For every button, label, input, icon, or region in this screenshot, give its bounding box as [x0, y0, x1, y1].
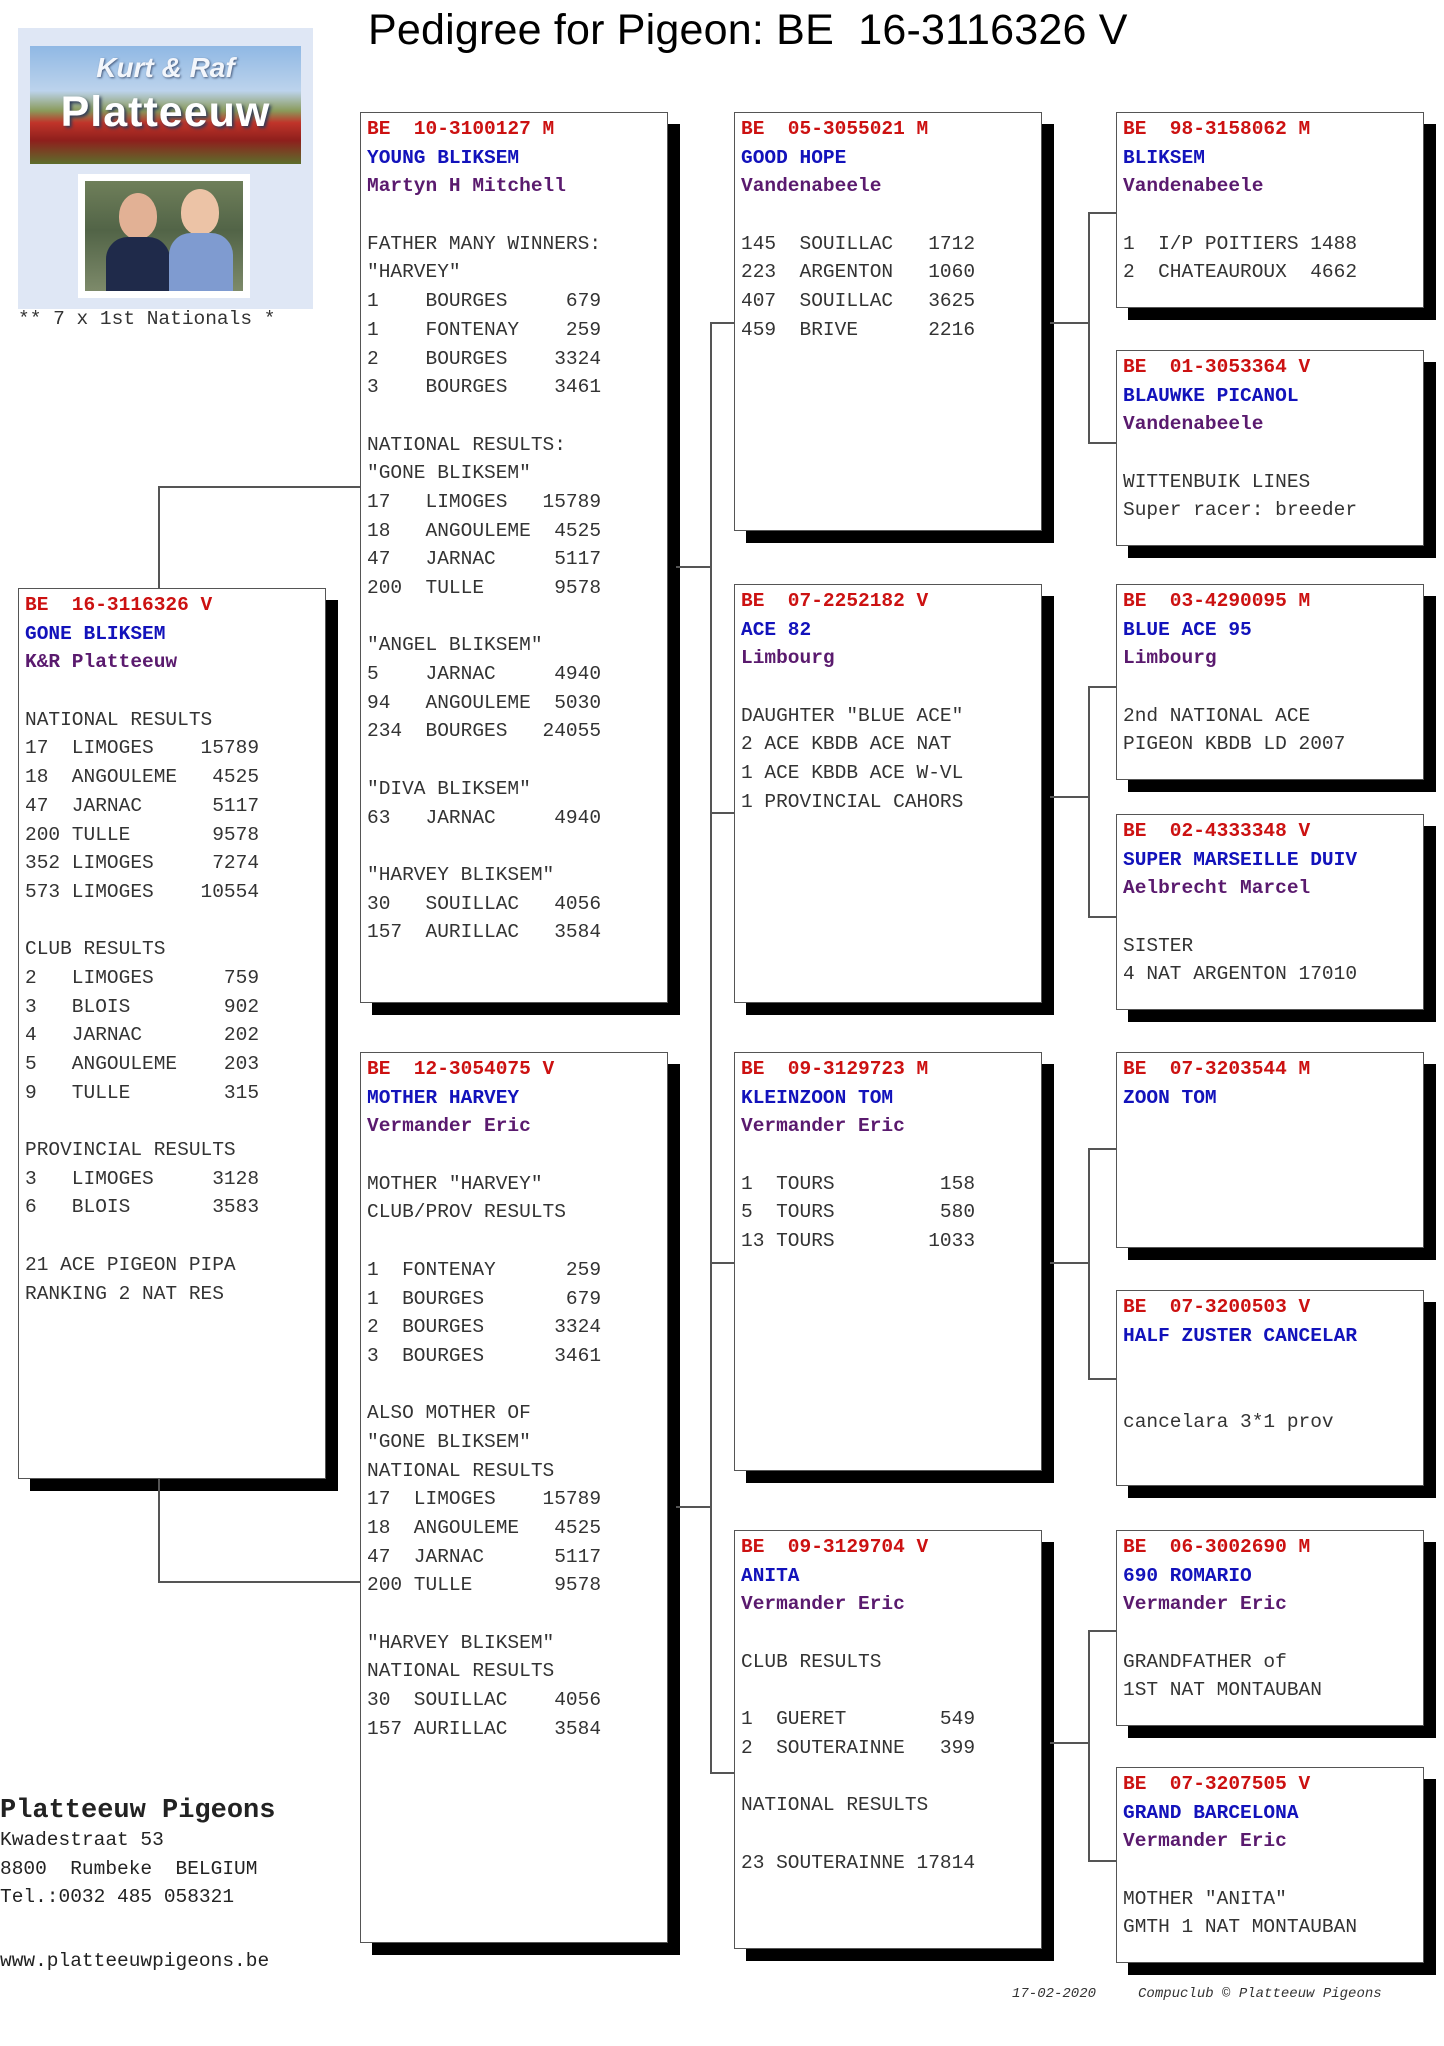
ring-number: BE 09-3129704 V: [741, 1536, 929, 1558]
result-line: "HARVEY": [367, 261, 461, 284]
pedigree-card-ff: [734, 112, 1042, 531]
result-line: 1 FONTENAY 259: [367, 1258, 602, 1281]
pigeon-name: KLEINZOON TOM: [741, 1086, 894, 1109]
pedigree-connector: [710, 812, 734, 814]
ring-number: BE 01-3053364 V: [1123, 356, 1311, 378]
slogan: ** 7 x 1st Nationals *: [18, 308, 276, 330]
result-line: WITTENBUIK LINES: [1123, 470, 1311, 493]
address-city: 8800 Rumbeke BELGIUM: [0, 1857, 258, 1880]
result-line: 1 GUERET 549: [741, 1708, 976, 1731]
pigeon-name: HALF ZUSTER CANCELAR: [1123, 1324, 1358, 1347]
result-line: [1123, 1619, 1417, 1648]
result-line: 2nd NATIONAL ACE: [1123, 704, 1311, 727]
ring-number: BE 10-3100127 M: [367, 118, 555, 140]
breeder-logo: [18, 28, 313, 309]
pedigree-card-mff: [1116, 1052, 1424, 1248]
result-line: 459 BRIVE 2216: [741, 318, 976, 341]
pigeon-name: BLAUWKE PICANOL: [1123, 384, 1299, 407]
result-line: SISTER: [1123, 934, 1194, 957]
result-line: [741, 1763, 1035, 1792]
result-line: 18 ANGOULEME 4525: [25, 766, 260, 789]
pedigree-card-fmf: [1116, 584, 1424, 780]
result-line: cancelara 3*1 prov: [1123, 1410, 1334, 1433]
pedigree-connector: [710, 322, 734, 324]
pedigree-card-mfm: [1116, 1290, 1424, 1486]
ring-number: BE 07-2252182 V: [741, 590, 929, 612]
result-line: 2 SOUTERAINNE 399: [741, 1736, 976, 1759]
breeder-name: Vandenabeele: [741, 175, 882, 198]
pedigree-connector: [1050, 796, 1090, 798]
result-line: 4 JARNAC 202: [25, 1024, 260, 1047]
result-line: [1123, 1350, 1417, 1379]
result-line: 1 PROVINCIAL CAHORS: [741, 790, 964, 813]
pigeon-name: YOUNG BLIKSEM: [367, 146, 520, 169]
breeder-name: Vermander Eric: [741, 1593, 905, 1616]
ring-number: BE 07-3200503 V: [1123, 1296, 1311, 1318]
pigeon-name: GONE BLIKSEM: [25, 622, 166, 645]
result-line: 18 ANGOULEME 4525: [367, 1517, 602, 1539]
page-title: Pedigree for Pigeon: BE 16-3116326 V: [368, 6, 1128, 54]
result-line: 1 BOURGES 679: [367, 290, 602, 313]
pedigree-connector: [676, 1506, 710, 1508]
result-line: 63 JARNAC 4940: [367, 806, 602, 829]
pedigree-connector: [1050, 1742, 1090, 1744]
result-line: 6 BLOIS 3583: [25, 1196, 260, 1219]
pedigree-connector: [1088, 916, 1116, 918]
result-line: GRANDFATHER of: [1123, 1650, 1287, 1673]
result-line: 17 LIMOGES 15789: [367, 1488, 602, 1511]
pigeon-name: GOOD HOPE: [741, 146, 847, 169]
breeder-name: K&R Platteeuw: [25, 651, 178, 674]
result-line: 5 JARNAC 4940: [367, 663, 602, 686]
breeder-name: Vermander Eric: [741, 1115, 905, 1138]
result-line: GMTH 1 NAT MONTAUBAN: [1123, 1916, 1358, 1939]
result-line: [741, 673, 1035, 702]
result-line: [741, 1676, 1035, 1705]
result-line: 47 JARNAC 5117: [367, 1545, 602, 1568]
result-line: NATIONAL RESULTS:: [367, 433, 566, 456]
result-line: 13 TOURS 1033: [741, 1230, 976, 1253]
pigeon-name: SUPER MARSEILLE DUIV: [1123, 848, 1358, 871]
pedigree-connector: [710, 1262, 734, 1264]
breeder-name: Vandenabeele: [1123, 413, 1264, 436]
pedigree-connector: [710, 322, 712, 1346]
result-line: DAUGHTER "BLUE ACE": [741, 704, 964, 727]
result-line: RANKING 2 NAT RES: [25, 1282, 224, 1305]
pedigree-connector: [676, 566, 710, 568]
result-line: [367, 832, 661, 861]
result-line: 1 TOURS 158: [741, 1172, 976, 1195]
result-line: 2 CHATEAUROUX 4662: [1123, 261, 1358, 284]
ring-number: BE 05-3055021 M: [741, 118, 929, 140]
pedigree-connector: [1088, 442, 1116, 444]
breeder-name: Vermander Eric: [1123, 1593, 1287, 1616]
pedigree-connector: [1088, 1378, 1116, 1380]
pedigree-connector: [1050, 322, 1090, 324]
pedigree-card-mm: [734, 1530, 1042, 1949]
ring-number: BE 16-3116326 V: [25, 594, 213, 616]
result-line: [367, 746, 661, 775]
result-line: 9 TULLE 315: [25, 1081, 260, 1104]
pedigree-connector: [710, 1772, 734, 1774]
result-line: 2 BOURGES 3324: [367, 347, 602, 370]
result-line: 2 ACE KBDB ACE NAT: [741, 733, 952, 756]
pigeon-name: 690 ROMARIO: [1123, 1564, 1252, 1587]
result-line: 5 ANGOULEME 203: [25, 1053, 260, 1075]
breeder-name: Aelbrecht Marcel: [1123, 877, 1311, 900]
result-line: [367, 1227, 661, 1256]
pedigree-card-subject: [18, 588, 326, 1479]
pedigree-connector: [158, 1581, 360, 1583]
ring-number: BE 03-4290095 M: [1123, 590, 1311, 612]
result-line: 145 SOUILLAC 1712: [741, 232, 976, 255]
ring-number: BE 12-3054075 V: [367, 1058, 555, 1080]
result-line: 17 LIMOGES 15789: [25, 737, 260, 760]
result-line: [25, 1107, 319, 1136]
ring-number: BE 02-4333348 V: [1123, 820, 1311, 842]
pedigree-connector: [710, 1262, 712, 1774]
breeder-address: [0, 1796, 275, 1912]
pedigree-connector: [1050, 1262, 1090, 1264]
footer-credit: 17-02-2020 Compuclub © Platteeuw Pigeons: [1012, 1986, 1382, 2002]
result-line: [367, 201, 661, 230]
pedigree-connector: [1088, 1860, 1116, 1862]
pigeon-name: MOTHER HARVEY: [367, 1086, 520, 1109]
result-line: [25, 677, 319, 706]
pedigree-card-fmm: [1116, 814, 1424, 1010]
result-line: [367, 402, 661, 431]
result-line: 573 LIMOGES 10554: [25, 880, 260, 903]
pigeon-name: ACE 82: [741, 618, 812, 641]
pedigree-connector: [1088, 212, 1116, 214]
result-line: [367, 1600, 661, 1629]
pedigree-connector: [158, 1479, 160, 1583]
result-line: [741, 1141, 1035, 1170]
ring-number: BE 06-3002690 M: [1123, 1536, 1311, 1558]
pedigree-card-mother: [360, 1052, 668, 1943]
result-line: [367, 1141, 661, 1170]
company-name: Platteeuw Pigeons: [0, 1796, 276, 1826]
result-line: 157 AURILLAC 3584: [367, 921, 602, 944]
breeder-name: Vandenabeele: [1123, 175, 1264, 198]
result-line: NATIONAL RESULTS: [25, 708, 213, 731]
pedigree-connector: [1088, 1630, 1116, 1632]
result-line: 1 I/P POITIERS 1488: [1123, 232, 1358, 255]
breeder-name: Vermander Eric: [1123, 1830, 1287, 1853]
result-line: 223 ARGENTON 1060: [741, 261, 976, 284]
result-line: 1 ACE KBDB ACE W-VL: [741, 762, 964, 785]
pedigree-card-ffm: [1116, 350, 1424, 546]
logo-main-text: Platteeuw: [60, 88, 271, 136]
result-line: [1123, 1379, 1417, 1408]
result-line: 30 SOUILLAC 4056: [367, 1689, 602, 1712]
result-line: [367, 1371, 661, 1400]
result-line: FATHER MANY WINNERS:: [367, 232, 602, 255]
result-line: [1123, 439, 1417, 468]
result-line: 3 BOURGES 3461: [367, 1344, 602, 1367]
result-line: 157 AURILLAC 3584: [367, 1717, 602, 1740]
result-line: [1123, 201, 1417, 230]
breeder-name: Limbourg: [1123, 647, 1217, 670]
logo-top-text: Kurt & Raf: [96, 52, 235, 83]
result-line: CLUB RESULTS: [25, 938, 166, 961]
result-line: 5 TOURS 580: [741, 1201, 976, 1224]
ring-number: BE 07-3207505 V: [1123, 1773, 1311, 1795]
pedigree-connector: [1088, 686, 1116, 688]
result-line: "GONE BLIKSEM": [367, 1430, 531, 1453]
result-line: [25, 907, 319, 936]
pigeon-name: ZOON TOM: [1123, 1086, 1217, 1109]
result-line: [1123, 673, 1417, 702]
result-line: ALSO MOTHER OF: [367, 1402, 531, 1425]
result-line: [367, 603, 661, 632]
result-line: 200 TULLE 9578: [367, 1574, 602, 1597]
result-line: 2 BOURGES 3324: [367, 1316, 602, 1339]
result-line: 30 SOUILLAC 4056: [367, 892, 602, 915]
result-line: [741, 1619, 1035, 1648]
result-line: NATIONAL RESULTS: [741, 1794, 929, 1817]
logo-banner: [30, 46, 301, 164]
pedigree-connector: [1088, 1148, 1116, 1150]
breeder-name: Limbourg: [741, 647, 835, 670]
ring-number: BE 07-3203544 M: [1123, 1058, 1311, 1080]
result-line: [741, 1820, 1035, 1849]
result-line: 352 LIMOGES 7274: [25, 852, 260, 875]
pedigree-card-fff: [1116, 112, 1424, 308]
result-line: MOTHER "HARVEY": [367, 1172, 543, 1195]
result-line: 17 LIMOGES 15789: [367, 490, 602, 513]
pedigree-card-father: [360, 112, 668, 1003]
result-line: 2 LIMOGES 759: [25, 966, 260, 989]
result-line: 3 BLOIS 902: [25, 995, 260, 1018]
result-line: PIGEON KBDB LD 2007: [1123, 733, 1346, 756]
pedigree-connector: [158, 486, 360, 488]
result-line: 18 ANGOULEME 4525: [367, 519, 602, 542]
result-line: Super racer: breeder: [1123, 499, 1358, 522]
result-line: "DIVA BLIKSEM": [367, 777, 531, 800]
pigeon-name: ANITA: [741, 1564, 800, 1587]
pedigree-card-fm: [734, 584, 1042, 1003]
result-line: 47 JARNAC 5117: [25, 794, 260, 817]
pigeon-name: BLUE ACE 95: [1123, 618, 1252, 641]
result-line: 200 TULLE 9578: [25, 823, 260, 846]
website-link[interactable]: www.platteeuwpigeons.be: [0, 1950, 270, 1972]
pigeon-name: BLIKSEM: [1123, 146, 1205, 169]
result-line: 3 LIMOGES 3128: [25, 1167, 260, 1190]
result-line: CLUB/PROV RESULTS: [367, 1201, 566, 1224]
pedigree-connector: [1088, 686, 1090, 918]
result-line: 23 SOUTERAINNE 17814: [741, 1851, 976, 1874]
result-line: 47 JARNAC 5117: [367, 548, 602, 571]
pedigree-card-mmm: [1116, 1767, 1424, 1963]
result-line: "ANGEL BLIKSEM": [367, 634, 543, 657]
pedigree-connector: [1088, 1630, 1090, 1862]
breeders-photo: [78, 174, 250, 298]
pedigree-card-mf: [734, 1052, 1042, 1471]
result-line: [1123, 1856, 1417, 1885]
result-line: 200 TULLE 9578: [367, 577, 602, 599]
ring-number: BE 09-3129723 M: [741, 1058, 929, 1080]
pedigree-connector: [158, 486, 160, 588]
result-line: [25, 1222, 319, 1251]
result-line: 1 BOURGES 679: [367, 1287, 602, 1310]
result-line: 94 ANGOULEME 5030: [367, 691, 602, 714]
result-line: 4 NAT ARGENTON 17010: [1123, 963, 1358, 986]
breeder-name: Vermander Eric: [367, 1115, 531, 1138]
result-line: MOTHER "ANITA": [1123, 1887, 1287, 1910]
address-phone: Tel.:0032 485 058321: [0, 1886, 235, 1908]
result-line: [1123, 903, 1417, 932]
result-line: "HARVEY BLIKSEM": [367, 863, 555, 886]
pedigree-connector: [1088, 1148, 1090, 1380]
address-street: Kwadestraat 53: [0, 1829, 164, 1851]
result-line: 407 SOUILLAC 3625: [741, 290, 976, 313]
result-line: [741, 201, 1035, 230]
result-line: 1 FONTENAY 259: [367, 318, 602, 341]
result-line: CLUB RESULTS: [741, 1650, 882, 1673]
result-line: 234 BOURGES 24055: [367, 720, 602, 743]
result-line: PROVINCIAL RESULTS: [25, 1139, 236, 1162]
result-line: 1ST NAT MONTAUBAN: [1123, 1679, 1322, 1702]
result-line: NATIONAL RESULTS: [367, 1459, 555, 1482]
result-line: "GONE BLIKSEM": [367, 462, 531, 485]
result-line: "HARVEY BLIKSEM": [367, 1631, 555, 1654]
result-line: 3 BOURGES 3461: [367, 376, 602, 399]
result-line: 21 ACE PIGEON PIPA: [25, 1253, 236, 1276]
result-line: NATIONAL RESULTS: [367, 1660, 555, 1683]
breeder-name: Martyn H Mitchell: [367, 175, 566, 198]
pedigree-connector: [1088, 212, 1090, 444]
pedigree-card-mmf: [1116, 1530, 1424, 1726]
pigeon-name: GRAND BARCELONA: [1123, 1801, 1299, 1824]
ring-number: BE 98-3158062 M: [1123, 118, 1311, 140]
